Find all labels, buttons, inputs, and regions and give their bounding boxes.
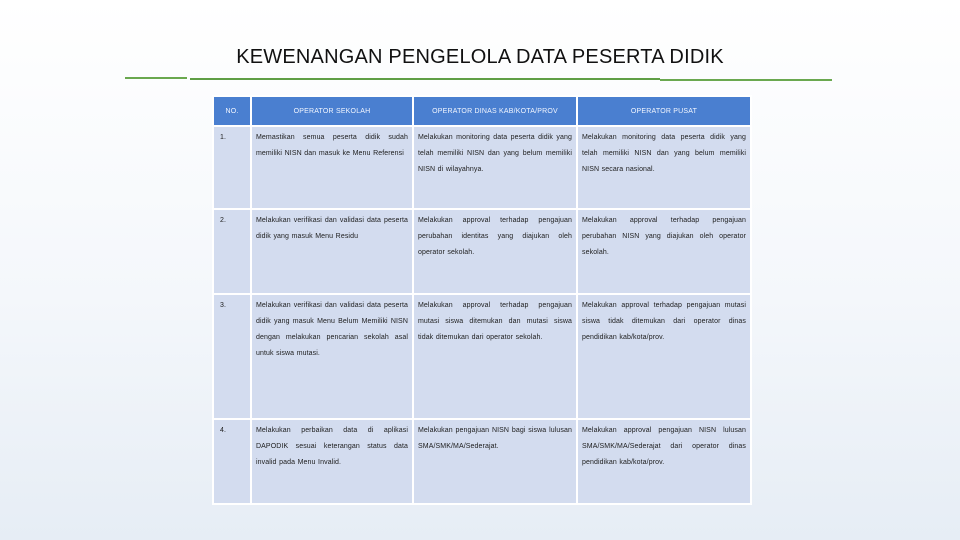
cell-operator-dinas: Melakukan approval terhadap pengajuan perubahan identitas yang diajukan oleh operator sekolah.: [414, 210, 576, 293]
row-number: 3.: [214, 295, 250, 418]
cell-operator-sekolah: Melakukan verifikasi dan validasi data peserta didik yang masuk Menu Belum Memiliki NISN dengan melakukan pencarian sekolah asal untuk siswa mutasi.: [252, 295, 412, 418]
table-row: [214, 210, 750, 293]
cell-operator-dinas: Melakukan monitoring data peserta didik yang telah memiliki NISN dan yang belum memiliki NISN di wilayahnya.: [414, 127, 576, 208]
table-row: [214, 420, 750, 503]
cell-operator-dinas: Melakukan approval terhadap pengajuan mutasi siswa ditemukan dan mutasi siswa tidak ditemukan dari operator sekolah.: [414, 295, 576, 418]
row-number: 4.: [214, 420, 250, 503]
header-operator-pusat: OPERATOR PUSAT: [578, 97, 750, 125]
title-underline-right: [660, 79, 832, 81]
row-number: 1.: [214, 127, 250, 208]
cell-operator-sekolah: Memastikan semua peserta didik sudah memiliki NISN dan masuk ke Menu Referensi: [252, 127, 412, 208]
page-title: KEWENANGAN PENGELOLA DATA PESERTA DIDIK: [236, 46, 724, 68]
cell-operator-pusat: Melakukan monitoring data peserta didik yang telah memiliki NISN dan yang belum memiliki NISN secara nasional.: [578, 127, 750, 208]
cell-operator-sekolah: Melakukan verifikasi dan validasi data peserta didik yang masuk Menu Residu: [252, 210, 412, 293]
row-number: 2.: [214, 210, 250, 293]
cell-operator-pusat: Melakukan approval pengajuan NISN lulusan SMA/SMK/MA/Sederajat dari operator dinas pendidikan kab/kota/prov.: [578, 420, 750, 503]
cell-operator-dinas: Melakukan pengajuan NISN bagi siswa lulusan SMA/SMK/MA/Sederajat.: [414, 420, 576, 503]
header-operator-sekolah: OPERATOR SEKOLAH: [252, 97, 412, 125]
authority-table: [212, 95, 752, 505]
cell-operator-pusat: Melakukan approval terhadap pengajuan mutasi siswa tidak ditemukan dari operator dinas pendidikan kab/kota/prov.: [578, 295, 750, 418]
header-no: NO.: [214, 97, 250, 125]
table-row: [214, 127, 750, 208]
cell-operator-pusat: Melakukan approval terhadap pengajuan perubahan NISN yang diajukan oleh operator sekolah.: [578, 210, 750, 293]
table-header-row: [214, 97, 750, 125]
cell-operator-sekolah: Melakukan perbaikan data di aplikasi DAPODIK sesuai keterangan status data invalid pada Menu Invalid.: [252, 420, 412, 503]
title-underline-left: [125, 77, 187, 79]
header-operator-dinas: OPERATOR DINAS KAB/KOTA/PROV: [414, 97, 576, 125]
title-underline-center: [190, 78, 660, 80]
table-row: [214, 295, 750, 418]
